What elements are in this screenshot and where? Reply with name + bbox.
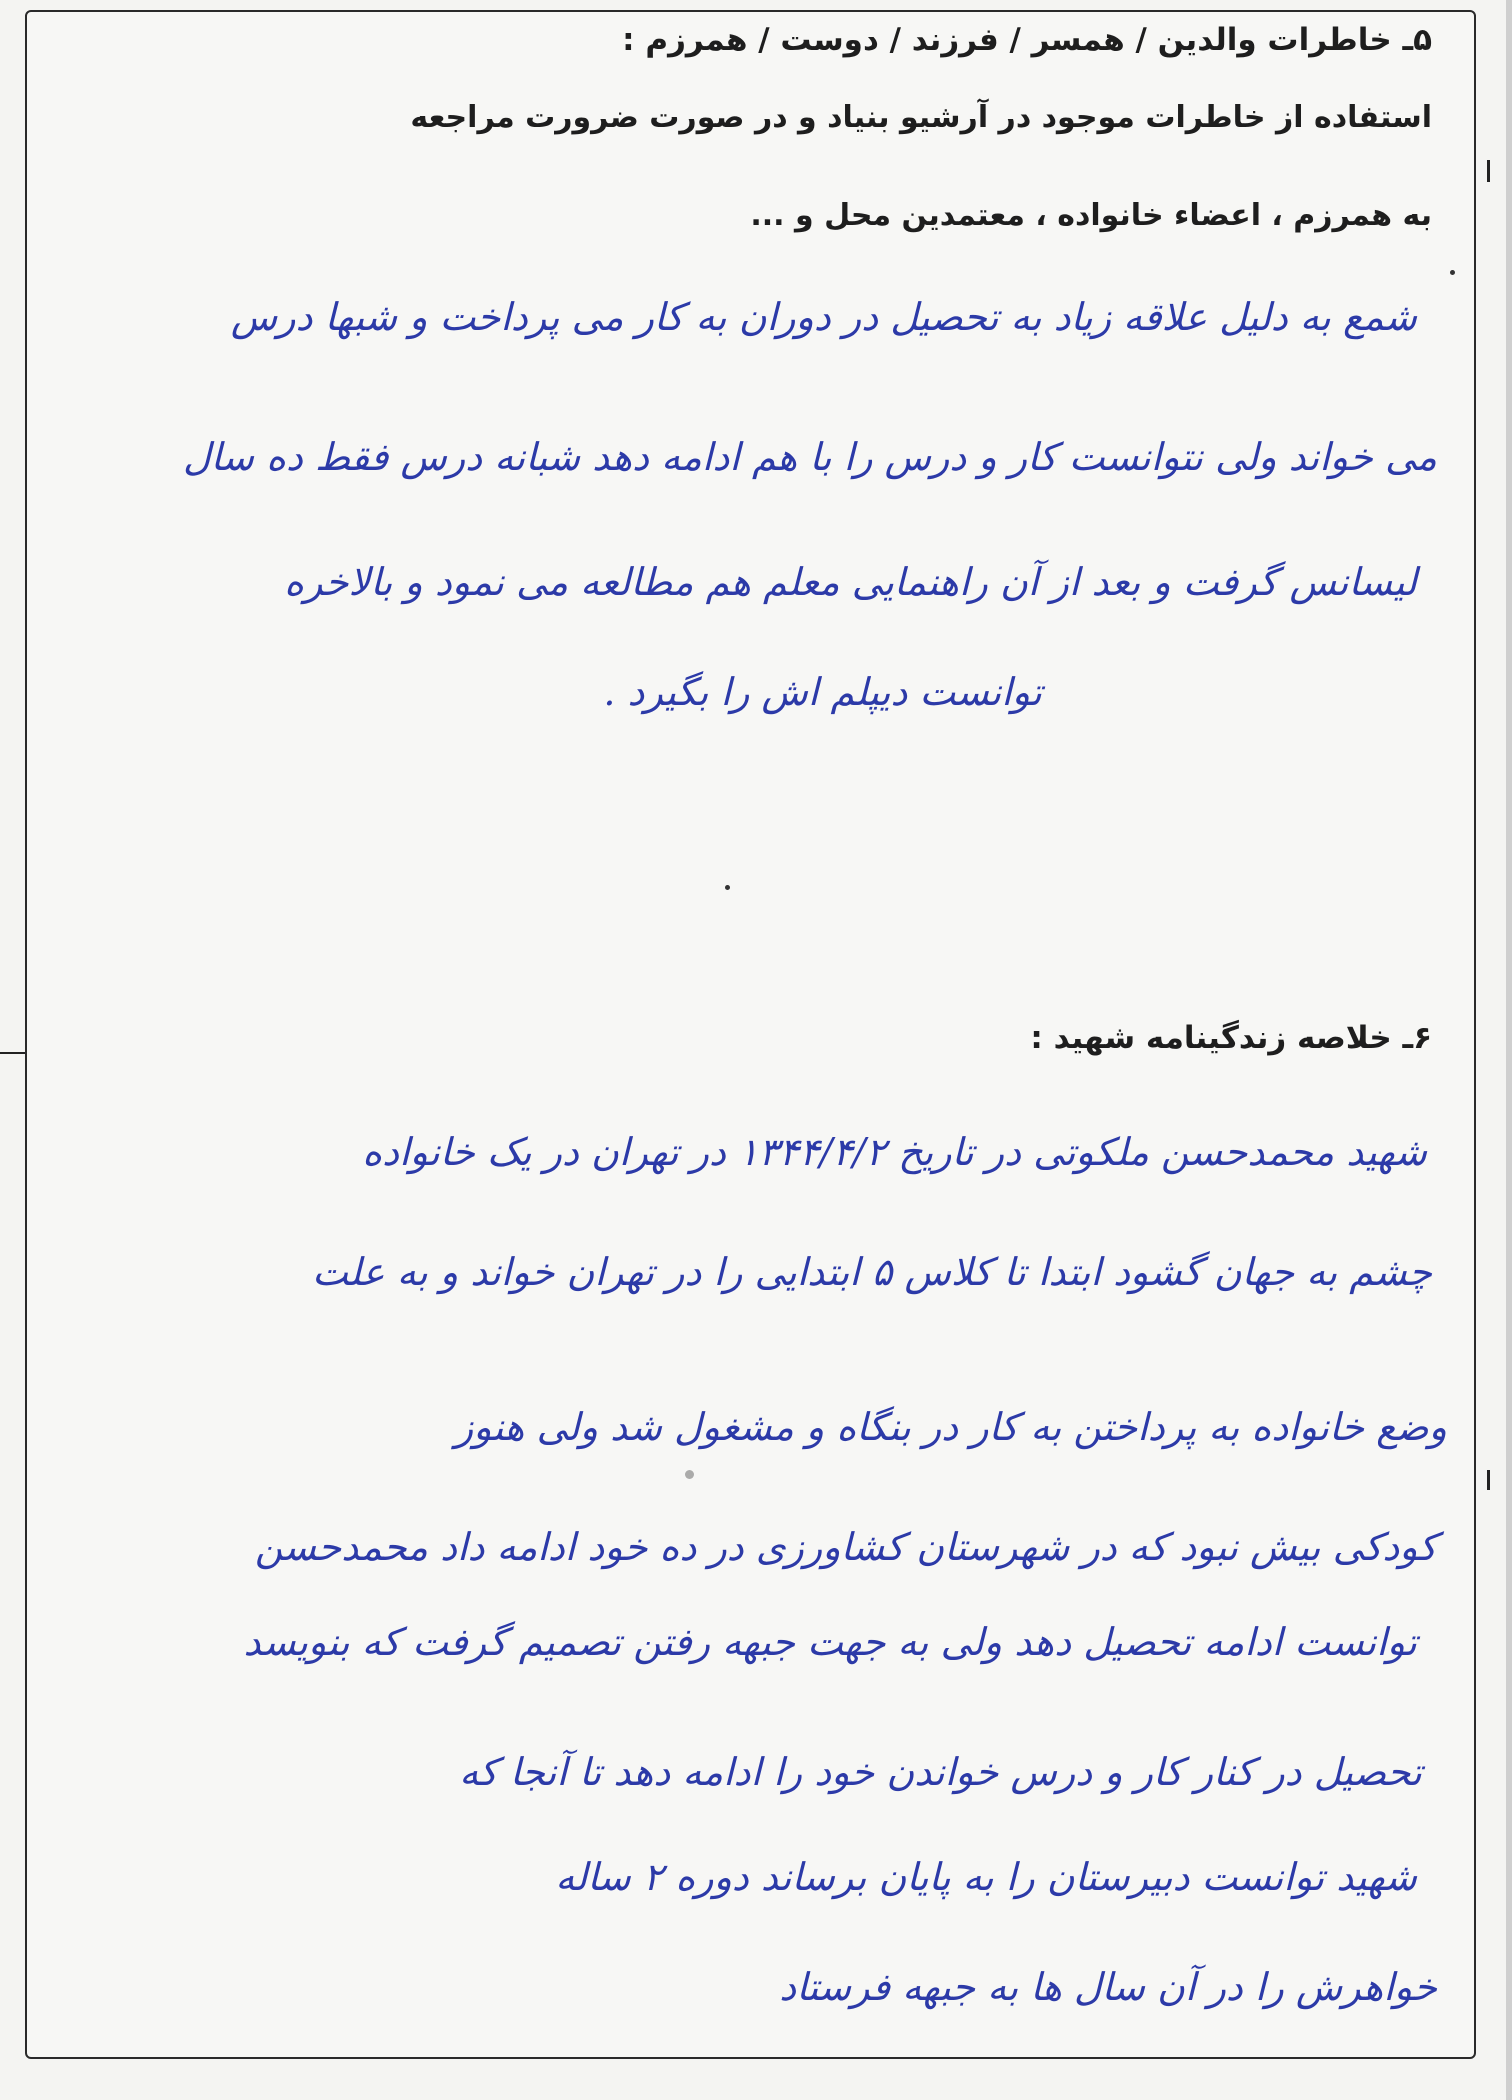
biography-handwritten-line: توانست ادامه تحصیل دهد ولی به جهت جبهه رفتن تصمیم گرفت که بنویسد [243, 1620, 1417, 1664]
biography-handwritten-line: کودکی بیش نبود که در شهرستان کشاورزی در ده خود ادامه داد محمدحسن [254, 1525, 1437, 1569]
biography-handwritten-line: شهید توانست دبیرستان را به پایان برساند دوره ۲ ساله [555, 1855, 1417, 1899]
margin-tick-mark [1487, 160, 1490, 182]
section5-heading: ۵ـ خاطرات والدین / همسر / فرزند / دوست / همرزم : [622, 22, 1432, 58]
biography-handwritten-line: وضع خانواده به پرداختن به کار در بنگاه و مشغول شد ولی هنوز [454, 1405, 1447, 1449]
section5-instruction-line: استفاده از خاطرات موجود در آرشیو بنیاد و در صورت ضرورت مراجعه [410, 100, 1432, 135]
biography-handwritten-line: تحصیل در کنار کار و درس خواندن خود را ادامه دهد تا آنجا که [459, 1750, 1422, 1794]
memoir-handwritten-line: لیسانس گرفت و بعد از آن راهنمایی معلم هم مطالعه می نمود و بالاخره [284, 560, 1417, 604]
biography-handwritten-line: خواهرش را در آن سال ها به جبهه فرستاد [779, 1965, 1437, 2009]
section5-instruction-line: به همرزم ، اعضاء خانواده ، معتمدین محل و ... [750, 198, 1432, 233]
ink-dot [1450, 270, 1455, 275]
memoir-handwritten-line: می خواند ولی نتوانست کار و درس را با هم ادامه دهد شبانه درس فقط ده سال [182, 435, 1437, 479]
scan-edge-shadow [1506, 0, 1512, 2100]
paper-stain [685, 1470, 694, 1479]
biography-handwritten-line: شهید محمدحسن ملکوتی در تاریخ ۱۳۴۴/۴/۲ در تهران در یک خانواده [362, 1130, 1427, 1174]
section6-heading: ۶ـ خلاصه زندگینامه شهید : [1030, 1020, 1432, 1056]
ink-dot [725, 885, 730, 890]
memoir-handwritten-line: شمع به دلیل علاقه زیاد به تحصیل در دوران به کار می پرداخت و شبها درس [230, 295, 1417, 339]
biography-handwritten-line: چشم به جهان گشود ابتدا تا کلاس ۵ ابتدایی را در تهران خواند و به علت [312, 1250, 1432, 1294]
margin-tick-mark [1487, 1470, 1490, 1490]
memoir-handwritten-line: توانست دیپلم اش را بگیرد . [603, 670, 1042, 714]
